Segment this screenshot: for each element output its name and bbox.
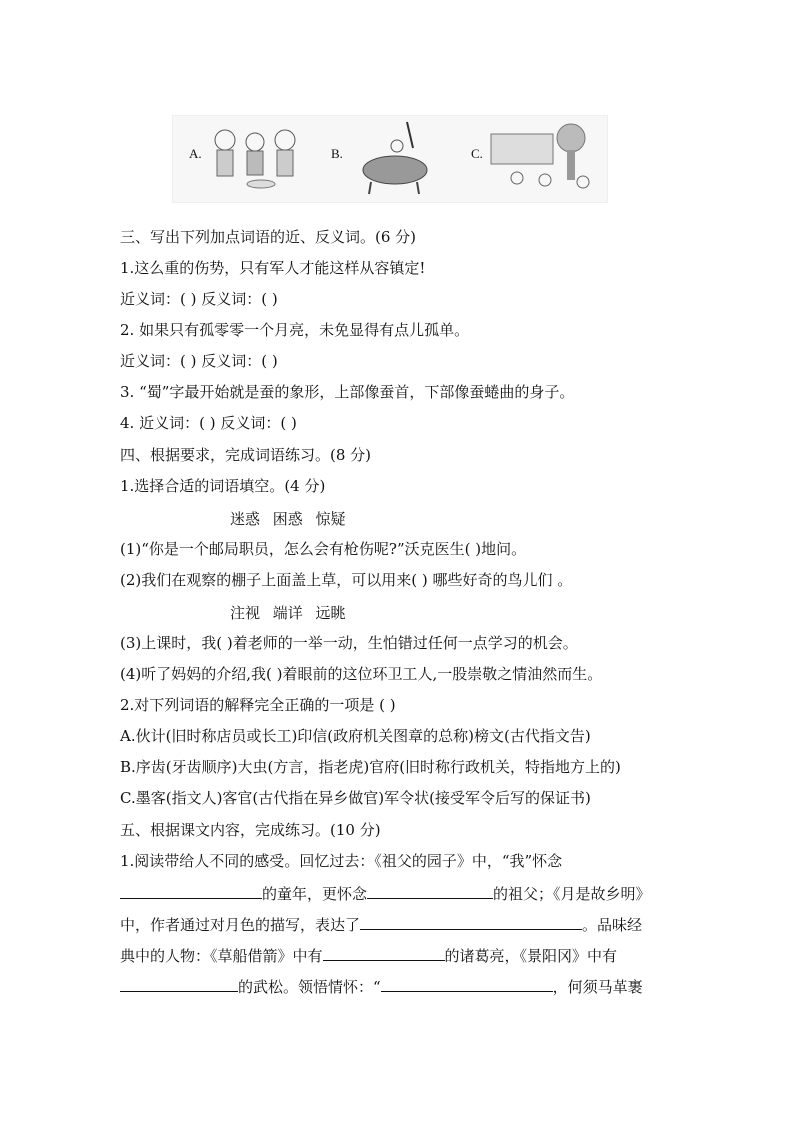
section-3-title: 三、写出下列加点词语的近、反义词。(6 分): [120, 228, 417, 246]
word-choices-1: 迷惑 困惑 惊疑: [230, 510, 346, 528]
section-3-question-4[interactable]: 4. 近义词：( ) 反义词：( ): [120, 414, 297, 432]
section-3-answer-1[interactable]: 近义词：( ) 反义词：( ): [120, 290, 278, 308]
answer-blank[interactable]: [360, 913, 582, 930]
word-choices-2: 注视 端详 远眺: [230, 604, 346, 622]
section-5-text: 的诸葛亮，《景阳冈》中有: [444, 947, 618, 965]
section-4-title: 四、根据要求，完成词语练习。(8 分): [120, 446, 372, 464]
section-3-question-2: 2. 如果只有孤零零一个月亮，未免显得有点儿孤单。: [120, 321, 470, 339]
choice-c: C.墨客(指文人)客官(古代指在异乡做官)军令状(接受军令后写的保证书): [120, 789, 591, 807]
section-5-line-2: [120, 882, 651, 904]
section-3-answer-2[interactable]: 近义词：( ) 反义词：( ): [120, 352, 278, 370]
option-a-illustration: [205, 122, 305, 196]
section-5-text: ，何须马革裹: [552, 978, 643, 996]
picture-options-figure: [172, 115, 608, 203]
section-5-text: 的祖父；《月是故乡明》: [493, 885, 651, 903]
section-5-title: 五、根据课文内容，完成练习。(10 分): [120, 821, 381, 839]
section-5-line-3: [120, 913, 642, 935]
answer-blank[interactable]: [367, 882, 493, 899]
answer-blank[interactable]: [120, 975, 238, 992]
fill-blank-3[interactable]: (3)上课时，我( )着老师的一举一动，生怕错过任何一点学习的机会。: [120, 634, 578, 652]
fill-blank-1[interactable]: (1)“你是一个邮局职员，怎么会有枪伤呢?”沃克医生( )地问。: [120, 540, 527, 558]
section-5-line-4: [120, 944, 617, 966]
fill-blank-2[interactable]: (2)我们在观察的棚子上面盖上草，可以用来( ) 哪些好奇的鸟儿们 。: [120, 571, 573, 589]
section-5-text: 。品味经: [582, 916, 643, 934]
section-3-question-3: 3. “蜀”字最开始就是蚕的象形，上部像蚕首，下部像蚕蜷曲的身子。: [120, 383, 575, 401]
section-5-text: 的武松。领悟情怀：“: [238, 978, 381, 996]
section-3-question-1: 1.这么重的伤势，只有军人才能这样从容镇定!: [120, 259, 426, 277]
section-4-question-2[interactable]: 2.对下列词语的解释完全正确的一项是 ( ): [120, 696, 396, 714]
section-5-line-1: 1.阅读带给人不同的感受。回忆过去：《祖父的园子》中，“我”怀念: [120, 852, 563, 870]
option-b-label: B.: [331, 146, 343, 161]
option-a-label: A.: [189, 146, 202, 161]
section-5-line-5: [120, 975, 643, 997]
answer-blank[interactable]: [120, 882, 262, 899]
answer-blank[interactable]: [381, 975, 553, 992]
section-5-text: 典中的人物：《草船借箭》中有: [120, 947, 323, 965]
section-4-question-1: 1.选择合适的词语填空。(4 分): [120, 477, 326, 495]
section-5-text: 中，作者通过对月色的描写，表达了: [120, 916, 361, 934]
answer-blank[interactable]: [323, 944, 445, 961]
fill-blank-4[interactable]: (4)听了妈妈的介绍,我( )着眼前的这位环卫工人,一股崇敬之情油然而生。: [120, 665, 603, 683]
option-c-label: C.: [471, 146, 483, 161]
choice-b: B.序齿(牙齿顺序)大虫(方言，指老虎)官府(旧时称行政机关，特指地方上的): [120, 758, 621, 776]
option-c-illustration: [487, 120, 601, 198]
option-b-illustration: [347, 120, 447, 198]
choice-a: A.伙计(旧时称店员或长工)印信(政府机关图章的总称)榜文(古代指文告): [120, 727, 591, 745]
section-5-text: 的童年，更怀念: [262, 885, 368, 903]
